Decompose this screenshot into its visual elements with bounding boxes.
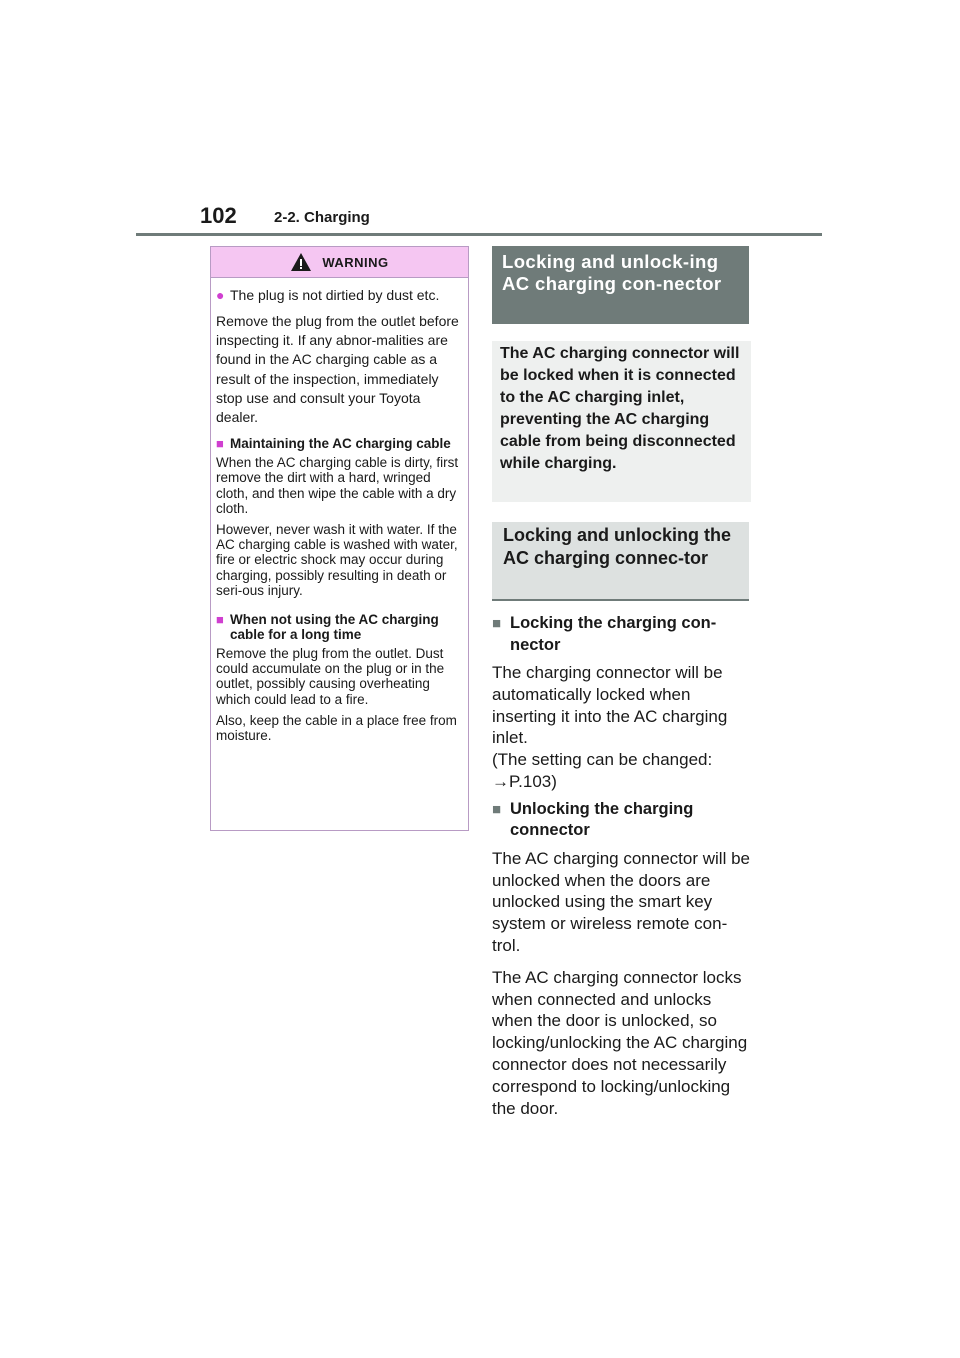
- square-bullet-icon: ■: [216, 436, 224, 452]
- subsection-heading: Locking and unlocking the AC charging connec-tor: [492, 522, 749, 601]
- warning-bullet-text: The plug is not dirtied by dust etc.: [230, 287, 440, 303]
- warning-text: Also, keep the cable in a place free from moisture.: [216, 712, 457, 744]
- summary-box: The AC charging connector will be locked when it is connected to the AC charging inlet, preventing the AC charging cable from being disconnected while charging.: [492, 341, 751, 502]
- warning-title: WARNING: [322, 254, 389, 270]
- warning-text: When the AC charging cable is dirty, first remove the dirt with a hard, wringed cloth, and then wipe the cable with a dry cloth.: [216, 455, 459, 516]
- body-text: The charging connector will be automatically locked when inserting it into the AC charging inlet.: [492, 663, 728, 748]
- warning-box: [210, 246, 469, 831]
- warning-header: [211, 247, 468, 278]
- body-text: The AC charging connector will be unlocked when the doors are unlocked using the smart key system or wireless remote con-trol.: [492, 848, 750, 955]
- warning-paragraph: Remove the plug from the outlet before inspecting it. If any abnor-malities are found in the AC charging cable as a result of the inspection, immediately stop use and consult your Toyota dealer.: [216, 313, 459, 426]
- warning-text: Remove the plug from the outlet. Dust could accumulate on the plug or in the outlet, possibly causing overheating which could lead to a fire.: [216, 646, 445, 707]
- topic-heading-text: Unlocking the charging connector: [510, 799, 694, 840]
- page-number: 102: [200, 203, 237, 228]
- page-reference: →P.103): [492, 771, 557, 791]
- warning-bullet: [216, 287, 462, 303]
- square-bullet-icon: ■: [492, 615, 502, 632]
- warning-subheading-text: When not using the AC charging cable for a long time: [230, 612, 439, 643]
- warning-subheading-text: Maintaining the AC charging cable: [230, 436, 451, 452]
- warning-subheading: [216, 612, 462, 642]
- section-title: 2-2. Charging: [274, 209, 370, 226]
- topic-heading: [492, 799, 752, 842]
- topic-heading-text: Locking the charging con-nector: [510, 614, 717, 654]
- square-bullet-icon: ■: [492, 800, 502, 818]
- section-heading: Locking and unlock-ing AC charging con-nector: [492, 246, 749, 324]
- main-column: [492, 246, 752, 1119]
- warning-triangle-icon: [290, 252, 312, 272]
- warning-body: [211, 278, 468, 743]
- square-bullet-icon: ■: [216, 612, 224, 628]
- setting-note: (The setting can be changed:: [492, 750, 713, 770]
- body-text: The AC charging connector locks when connected and unlocks when the door is unlocked, so locking/unlocking the AC charging connector does not necessarily correspond to locking/unlocking the door.: [492, 967, 748, 1118]
- bullet-dot-icon: ●: [216, 287, 225, 303]
- warning-text: However, never wash it with water. If the AC charging cable is washed with water, fire or electric shock may occur during charging, possibly resulting in death or seri-ous injury.: [216, 522, 458, 598]
- topic-heading: [492, 613, 752, 656]
- header-divider: [136, 233, 822, 236]
- warning-subheading: [216, 436, 462, 451]
